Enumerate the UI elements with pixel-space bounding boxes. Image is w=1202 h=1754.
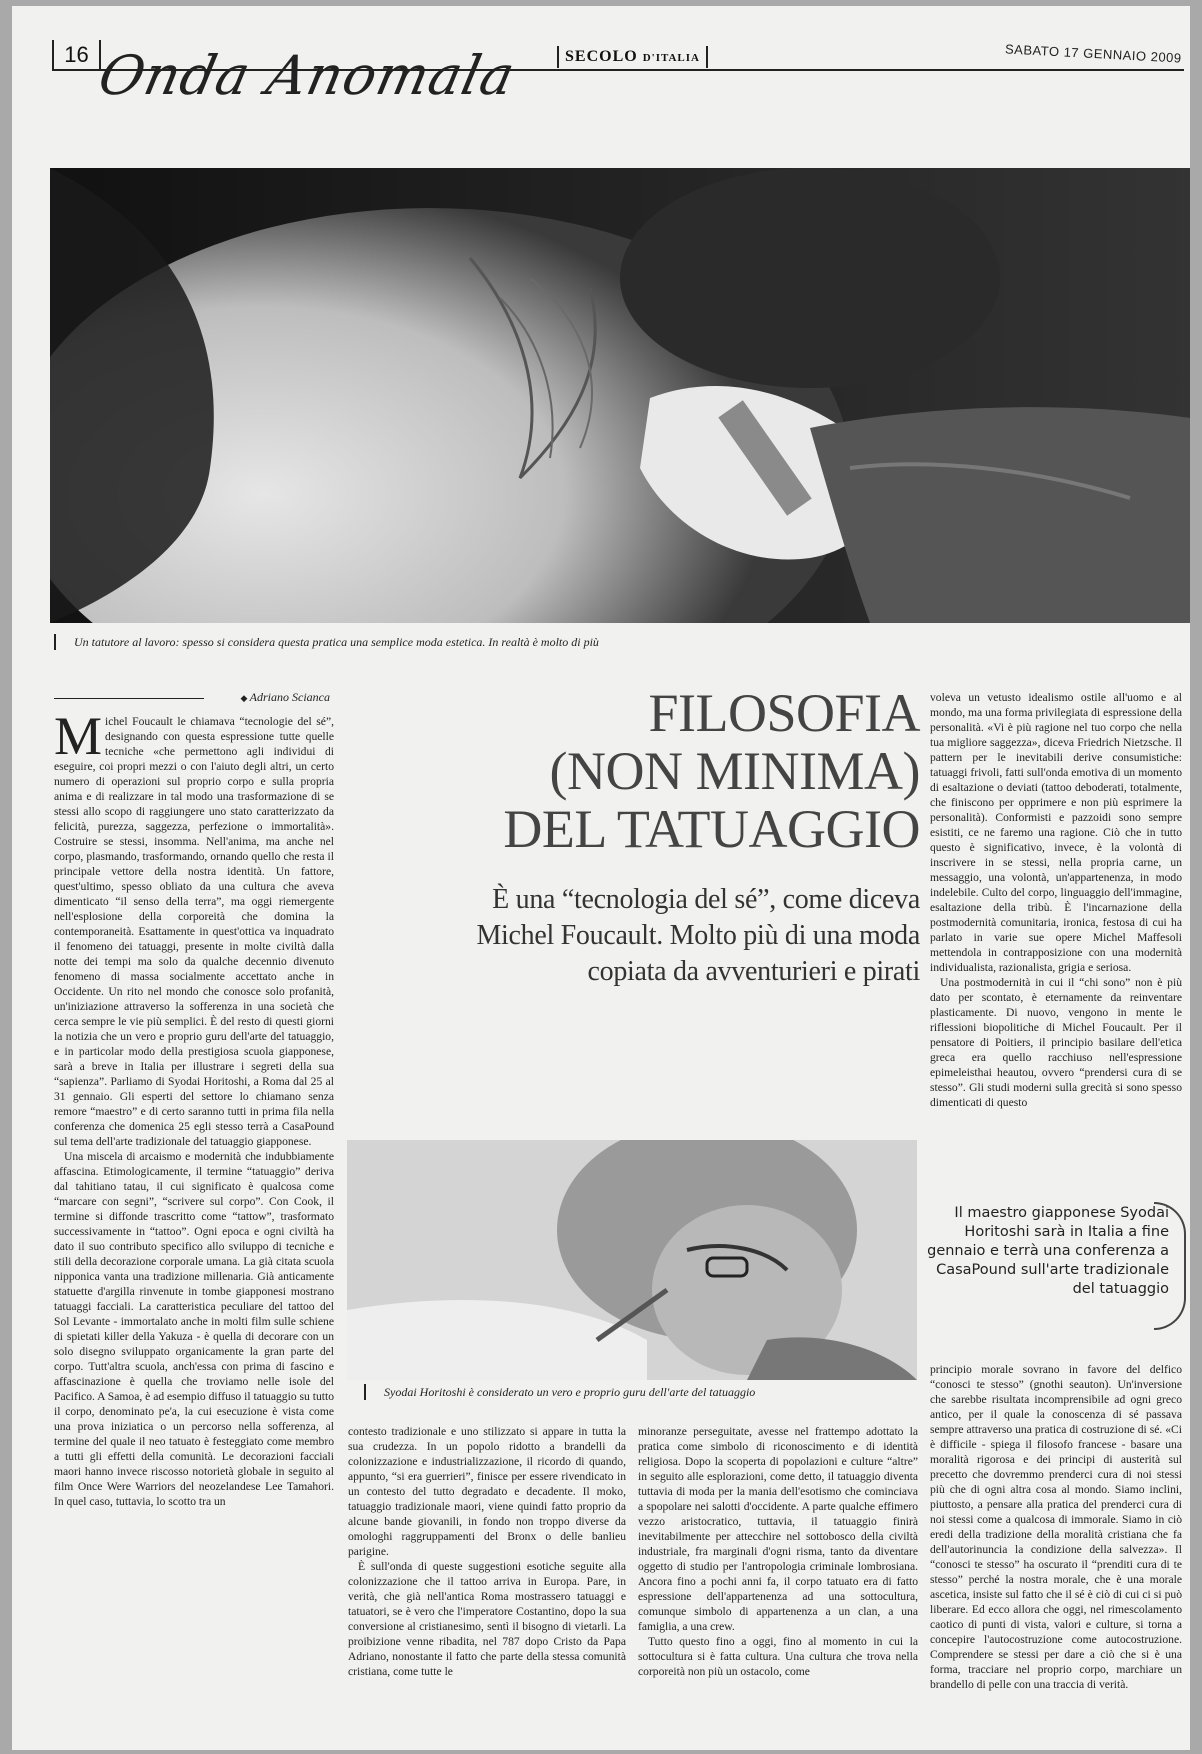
headline-line-1: FILOSOFIA [648, 683, 920, 743]
headline-line-3: DEL TATUAGGIO [503, 799, 920, 859]
col3-paragraph-2: Tutto questo fino a oggi, fino al momento in cui la sottocultura si è fatta cultura. Una cultura che trova nella corporeità non più un ostacolo, come [638, 1635, 918, 1678]
masthead-name: SECOLO [565, 48, 638, 65]
header-rule [52, 69, 1184, 71]
masthead [557, 46, 708, 68]
issue-date: SABATO 17 GENNAIO 2009 [1005, 41, 1183, 66]
masthead-suffix: D'ITALIA [642, 52, 700, 64]
byline-rule [54, 698, 204, 699]
article-column-1 [54, 714, 334, 1744]
newspaper-page [12, 6, 1190, 1750]
col1-p1-text: ichel Foucault le chiamava “tecnologie del sé”, designando con questa espressione tutte quelle tecniche «che permettono agli individui di eseguire, coi propri mezzi o con l'aiuto degli altri, un certo numero di operazioni sul proprio corpo e sulla propria anima e di realizzare in tal modo una trasformazione di se stessi allo scopo di raggiungere uno stato caratterizzato da felicità, purezza, saggezza, perfezione o immortalità». Costruire se stessi, insomma. Nell'anima, ma anche nel corpo, plasmando, trasformando, ornando quello che resta il principale vettore della nostra identità. Un fattore, quest'ultimo, spesso obliato da una cultura che aveva dimenticato “il senso della terra”, ma oggi riemergente nell'esplosione della corporeità che domina la contemporaneità. Esattamente in quest'ottica va inquadrato il fenomeno dei tatuaggi, presente in molte civiltà dalla notte dei tempi ma solo da qualche decennio divenuto fenomeno di massa socialmente accettato anche in Occidente. Un rito nel mondo che conosce solo profanità, un'iniziazione attraverso la sofferenza in una società che cerca sempre le vie più semplici. È del resto di questi giorni la notizia che un vero e proprio guru dell'arte del tatuaggio, e in particolar modo della prestigiosa scuola giapponese, sarà a breve in Italia per illustrare i segreti della sua “sapienza”. Parliamo di Syodai Horitoshi, a Roma dal 25 al 31 gennaio. Gli esperti del settore lo chiamano senza remore “maestro” e di certo saranno tutti in prima fila nella conferenza che domenica 25 egli stesso terrà a CasaPound sul tema dell'arte tradizionale del tatuaggio giapponese. [54, 715, 334, 1148]
col1-paragraph-2: Una miscela di arcaismo e modernità che indubbiamente affascina. Etimologicamente, il termine “tatuaggio” deriva dal tahitiano tatau, il cui significato è qualcosa come “marcare con segni”, “scrivere sul corpo”. Con Cook, il termine si diffonde trascritto come “tattow”, trasformato successivamente in “tattoo”. Ogni epoca e ogni civiltà ha dato il suo contributo specifico allo sviluppo di tecniche e stili della decorazione corporale umana. La già citata scuola nipponica vanta una tradizione millenaria. Già anticamente statuette d'argilla rinvenute in tombe giapponesi mostrano tatuaggi facciali. La caratteristica peculiare del tattoo del Sol Levante - immortalato anche in molti film sulle schiene di spietati killer della Yakuza - è quella di decorare con un solo disegno sviluppato organicamente la gran parte del corpo. Tutt'altra scuola, anch'essa con prima di fascino e affascinazione è quella che troviamo nelle isole del Pacifico. A Samoa, è ad esempio diffuso il tatuaggio su tutto il corpo, denominato pe'a, la cui esecuzione è vista come una prova iniziatica o un percorso nella sofferenza, al termine del quale il neo tatuato è festeggiato come membro a tutti gli effetti della comunità. Le decorazioni facciali maori hanno invece riscosso notorietà globale in seguito al film Once Were Warriors del neozelandese Lee Tamahori. In quel caso, tuttavia, lo scotto tra un [54, 1150, 334, 1508]
subheadline: È una “tecnologia del sé”, come diceva Michel Foucault. Molto più di una moda copiata da avventurieri e pirati [476, 884, 920, 987]
headline-line-2: (NON MINIMA) [549, 741, 920, 801]
article-column-2 [348, 1424, 626, 1744]
col4-paragraph-1: voleva un vetusto idealismo ostile all'uomo e al mondo, ma una forma privilegiata di espressione della personalità. «Vi è più ragione nel tuo corpo che nella tua migliore saggezza», diceva Friedrich Nietzsche. Il pattern per le inevitabili derive consumistiche: tatuaggi frivoli, fatti sull'onda emotiva di un momento di esaltazione o deviati (tattoo deboderati, totalmente, che finiscono per opprimere e non più esprimere la personalità). Conformisti e pazzoidi sono sempre esistiti, ce ne faremo una ragione. Ciò che in tutto questo è significativo, invece, è la volontà di inscrivere in se stessi, nella propria carne, un messaggio, una volontà, un'appartenenza, in modo indelebile. Culto del corpo, linguaggio dell'immagine, esaltazione della tribù. È l'incarnazione della postmodernità comunitaria, ironica, festosa di cui ha parlato in varie sue opere Michel Maffesoli mettendola in contrapposizione con una modernità individualista, razionalista, grigia e seriosa. [930, 691, 1182, 974]
tattoo-photo-graphic [50, 168, 1190, 623]
col3-paragraph-1: minoranze perseguitate, avesse nel frattempo adottato la pratica come simbolo di riconoscimento e di identità religiosa. Dopo la scoperta di popolazioni e culture “altre” in seguito alle esplorazioni, come detto, il tatuaggio diventa tuttavia di moda per la mania dell'esotismo che cominciava a spopolare nei salotti d'occidente. A parte qualche effimero vezzo aristocratico, tuttavia, il tatuaggio finirà inevitabilmente per attecchire nel sottobosco della civiltà industriale, fra marginali d'ogni risma, tanto da diventare oggetto di studio per l'antropologia criminale lombrosiana. Ancora fino a pochi anni fa, il corpo tatuato era di fatto espressione dell'appartenenza ad una sottocultura, comunque simbolo di appartenenza a un clan, a una famiglia, a una crew. [638, 1425, 918, 1633]
byline: ◆ Adriano Scianca [200, 690, 330, 705]
col4-paragraph-3: principio morale sovrano in favore del delfico “conosci te stesso” (gnothi seauton). Un'inversione che sarebbe risultata incomprensibile ad ogni greco antico, per il quale la conoscenza di sé passava sempre attraverso una pratica di costruzione di sé. «Ci è difficile - spiega il filosofo francese - basare una moralità rigorosa e dei principi di austerità sul precetto che dovremmo prenderci cura di noi stessi più che di ogni altra cosa al mondo. Siamo inclini, piuttosto, a pensare alla pratica del prenderci cura di noi stessi come a qualcosa di immorale. Siamo in ciò eredi della tradizione della moralità cristiana che fa dell'autorinuncia la condizione della salvezza». Il “conosci te stesso” ha oscurato il “prenditi cura di te stesso” perché la nostra morale, che è una morale ascetica, insiste sul fatto che il sé è ciò di cui ci si può liberare. Ed ecco allora che oggi, nel rimescolamento caotico di punti di vista, valori e culture, si torna a concepire l'autocostruzione come autocostruzione. Comprendere se stessi per dare a ciò che si è una forma, tracciare nel proprio corpo, marchiare un brandello di pelle con una traccia di verità. [930, 1363, 1182, 1691]
article-column-4-top [930, 690, 1182, 1168]
portrait-photo-caption: Syodai Horitoshi è considerato un vero e proprio guru dell'arte del tatuaggio [364, 1384, 904, 1400]
col4-paragraph-2: Una postmodernità in cui il “chi sono” non è più dato per scontato, è eternamente da reinventare plasticamente. Di nuovo, vengono in mente le riflessioni biopolitiche di Michel Foucault. Per il pensatore di Poitiers, il principio basilare dell'etica greca era quello racchiuso nell'espressione epimeleisthai heautou, ovvero “prendersi cura di se stesso”. Gli studi moderni sulla grecità si sono spesso dimenticati di questo [930, 976, 1182, 1109]
article-column-3 [638, 1424, 918, 1744]
headline [444, 684, 920, 858]
portrait-photo-graphic [347, 1140, 917, 1380]
article-column-4-bottom [930, 1362, 1182, 1744]
page-number: 16 [52, 40, 101, 70]
portrait-photo [347, 1140, 917, 1380]
col1-paragraph-1 [54, 714, 334, 1149]
col2-paragraph-1: contesto tradizionale e uno stilizzato si appare in tutta la sua crudezza. In un popolo ridotto a brandelli da colonizzazione e industrializzazione, il ricordo di quando, appunto, “si era guerrieri”, finisce per essere rivendicato in un contesto del tutto degradato e decadente. Il moko, tatuaggio tradizionale maori, viene quindi fatto proprio da alcune bande giovanili, in fondo non troppo diverse da omologhi raggruppamenti del Bronx o delle banlieu parigine. [348, 1425, 626, 1558]
drop-cap: M [54, 714, 103, 766]
pull-quote-bracket [1154, 1202, 1186, 1330]
pull-quote: Il maestro giapponese Syodai Horitoshi sarà in Italia a fine gennaio e terrà una conferenza a CasaPound sull'arte tradizionale del tatuaggio [927, 1205, 1169, 1297]
tattoo-photo [50, 168, 1190, 623]
main-photo-caption: Un tatutore al lavoro: spesso si considera questa pratica una semplice moda estetica. In realtà è molto di più [54, 634, 974, 650]
col2-paragraph-2: È sull'onda di queste suggestioni esotiche seguite alla colonizzazione che il tattoo arriva in Europa. Pare, in verità, che già nell'antica Roma mostrassero tatuaggi e tatuatori, se è vero che l'imperatore Costantino, dopo la sua conversione al cristianesimo, sentì il bisogno di vietarli. La proibizione venne ribadita, nel 787 dopo Cristo da Papa Adriano, nonostante il fatto che parte della stessa comunità cristiana, come tutte le [348, 1560, 626, 1678]
section-title: Onda Anomala [93, 44, 521, 107]
